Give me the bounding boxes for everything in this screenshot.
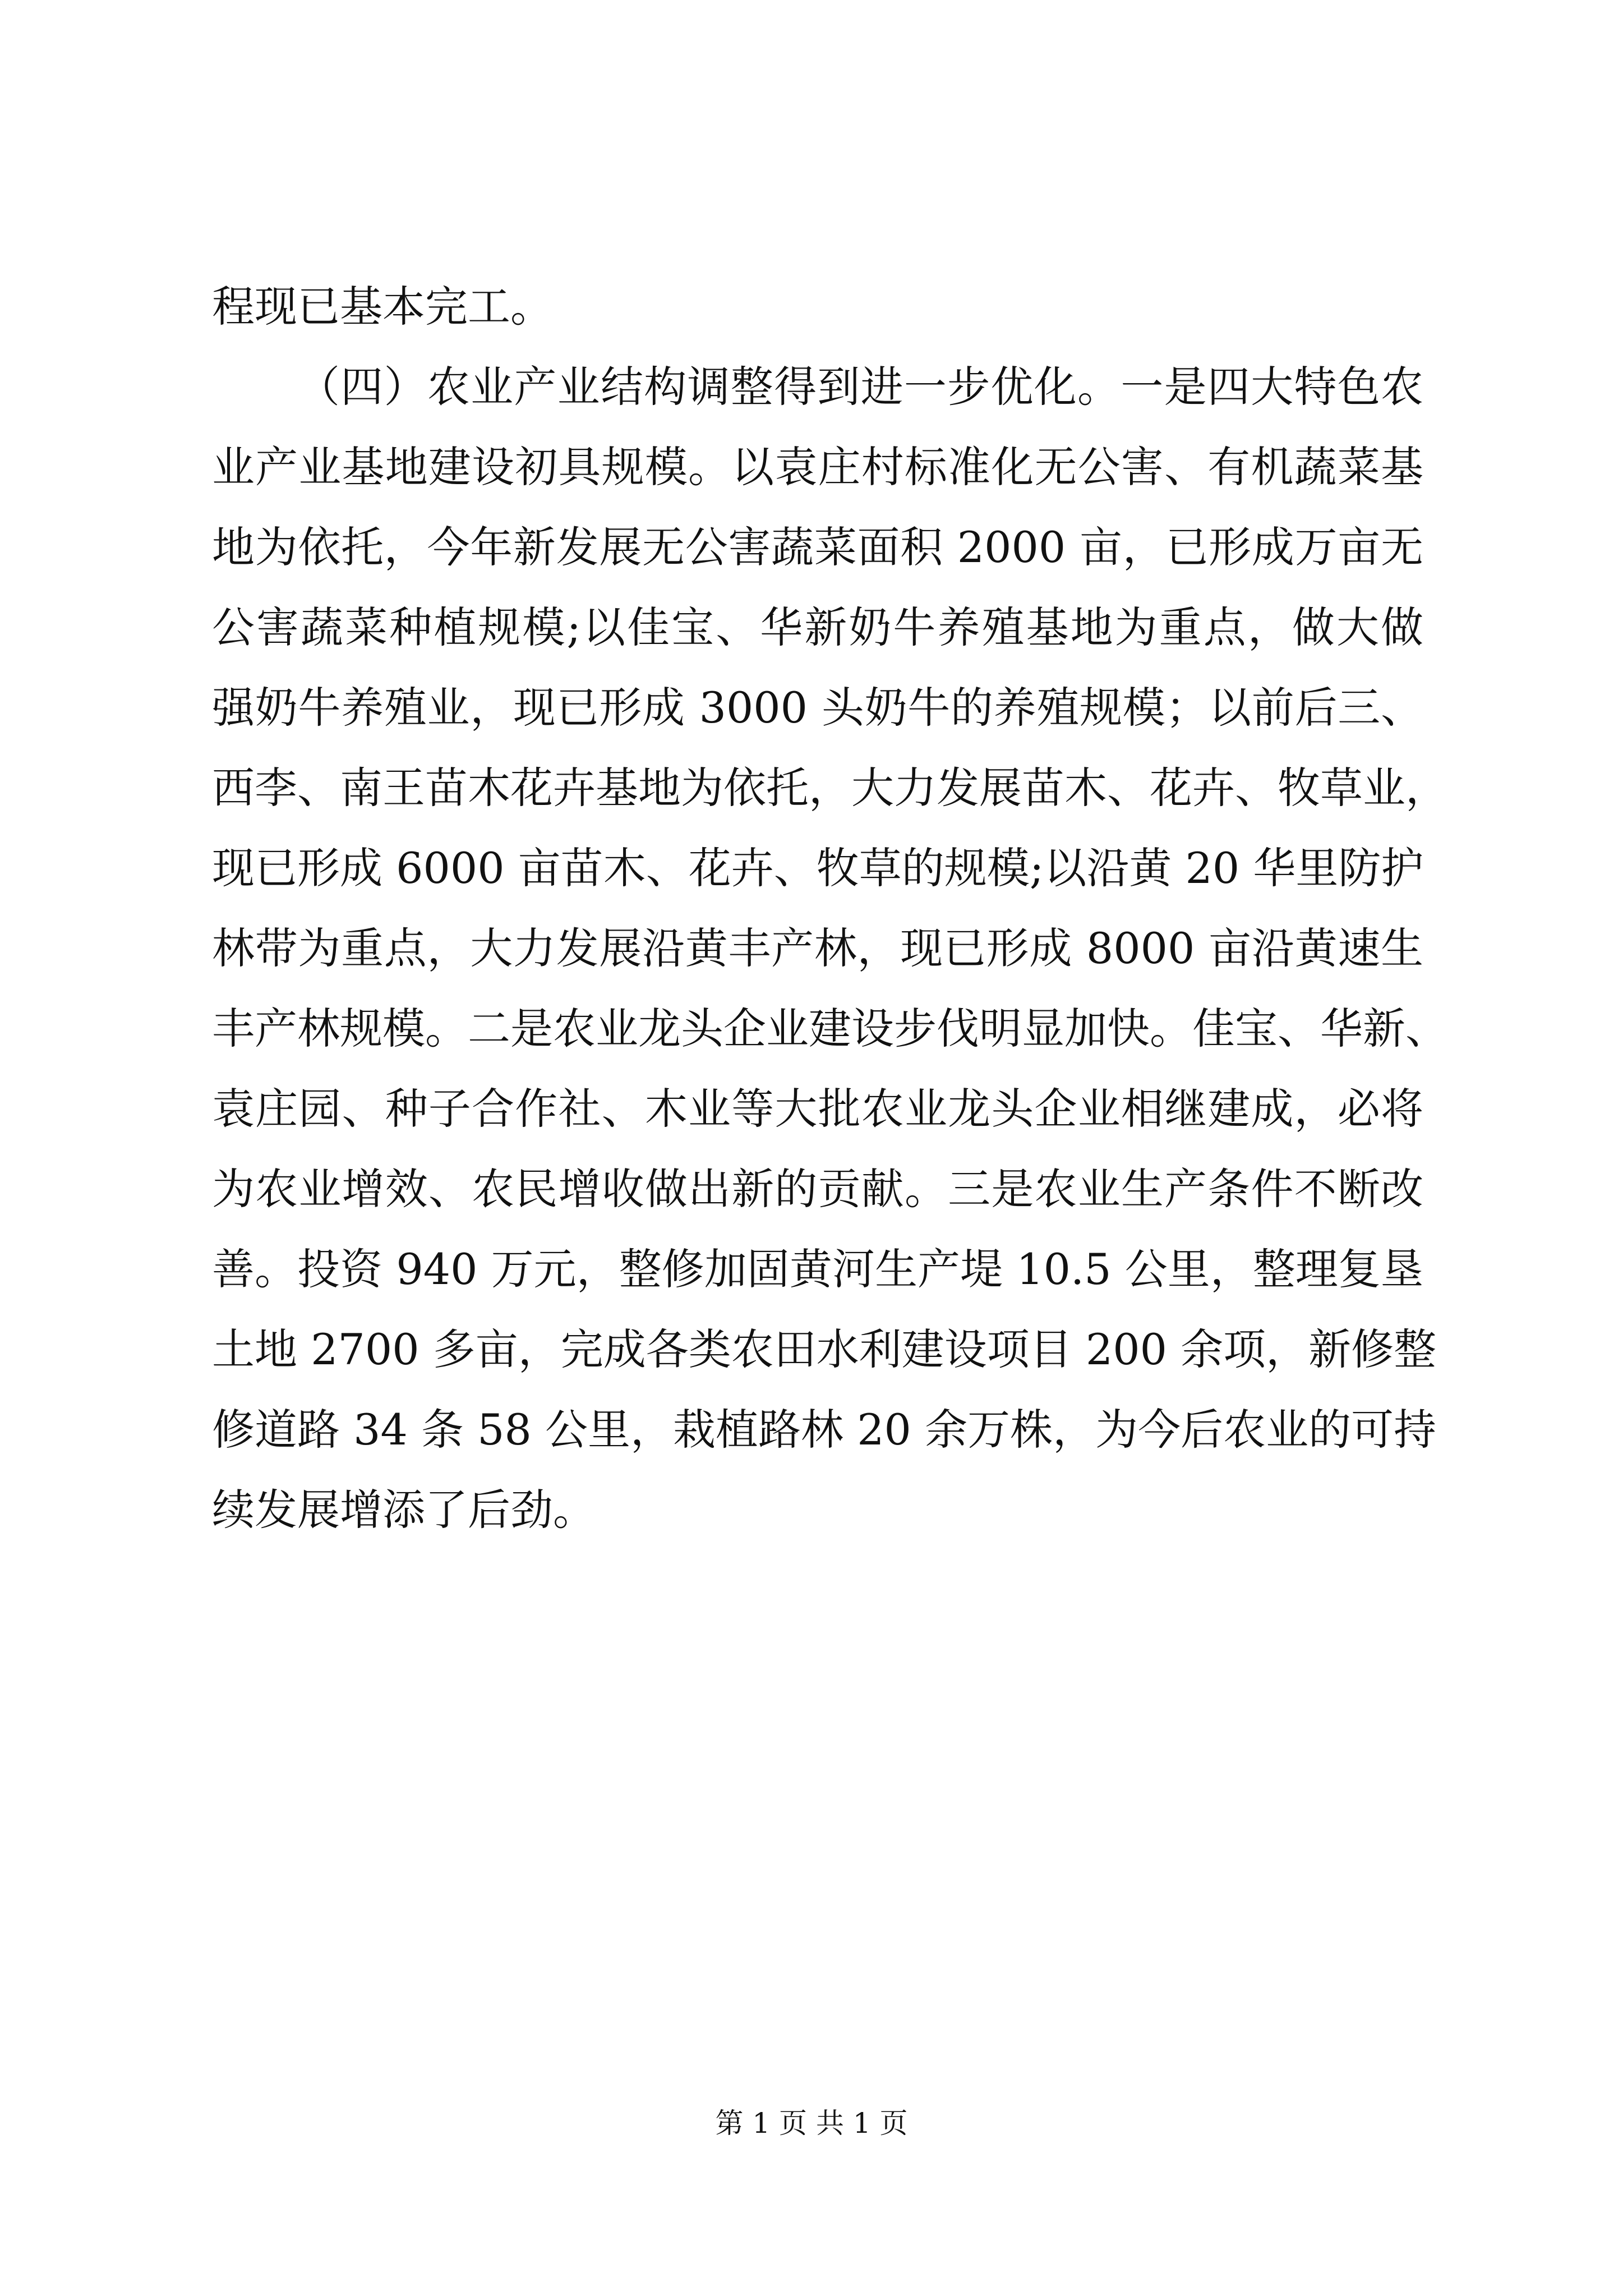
text-line: 续发展增添了后劲。: [212, 1485, 596, 1535]
text-line: 丰产林规模。二是农业龙头企业建设步伐明显加快。佳宝、华新、: [212, 1004, 1448, 1053]
text-line: 强奶牛养殖业，现已形成 3000 头奶牛的养殖规模；以前后三、: [212, 683, 1423, 733]
text-line: 业产业基地建设初具规模。以袁庄村标准化无公害、有机蔬菜基: [212, 442, 1423, 492]
text-line: 为农业增效、农民增收做出新的贡献。三是农业生产条件不断改: [212, 1164, 1423, 1214]
text-line: （四）农业产业结构调整得到进一步优化。一是四大特色农: [297, 362, 1423, 412]
text-line: 善。投资 940 万元，整修加固黄河生产堤 10.5 公里，整理复垦: [212, 1244, 1423, 1294]
text-line: 地为依托，今年新发展无公害蔬菜面积 2000 亩，已形成万亩无: [212, 522, 1423, 572]
text-line: 土地 2700 多亩，完成各类农田水利建设项目 200 余项，新修整: [212, 1324, 1437, 1374]
text-line: 袁庄园、种子合作社、木业等大批农业龙头企业相继建成，必将: [212, 1084, 1423, 1134]
text-line: 程现已基本完工。: [212, 282, 553, 332]
text-line: 现已形成 6000 亩苗木、花卉、牧草的规模;以沿黄 20 华里防护: [212, 843, 1424, 893]
page-footer: 第 1 页 共 1 页: [715, 2107, 908, 2139]
document-body: [212, 266, 1448, 1550]
text-line: 修道路 34 条 58 公里，栽植路林 20 余万株，为今后农业的可持: [212, 1405, 1437, 1455]
text-line: 西李、南王苗木花卉基地为依托，大力发展苗木、花卉、牧草业，: [212, 763, 1448, 813]
text-line: 公害蔬菜种植规模;以佳宝、华新奶牛养殖基地为重点，做大做: [212, 602, 1423, 652]
text-line: 林带为重点，大力发展沿黄丰产林，现已形成 8000 亩沿黄速生: [212, 923, 1423, 973]
